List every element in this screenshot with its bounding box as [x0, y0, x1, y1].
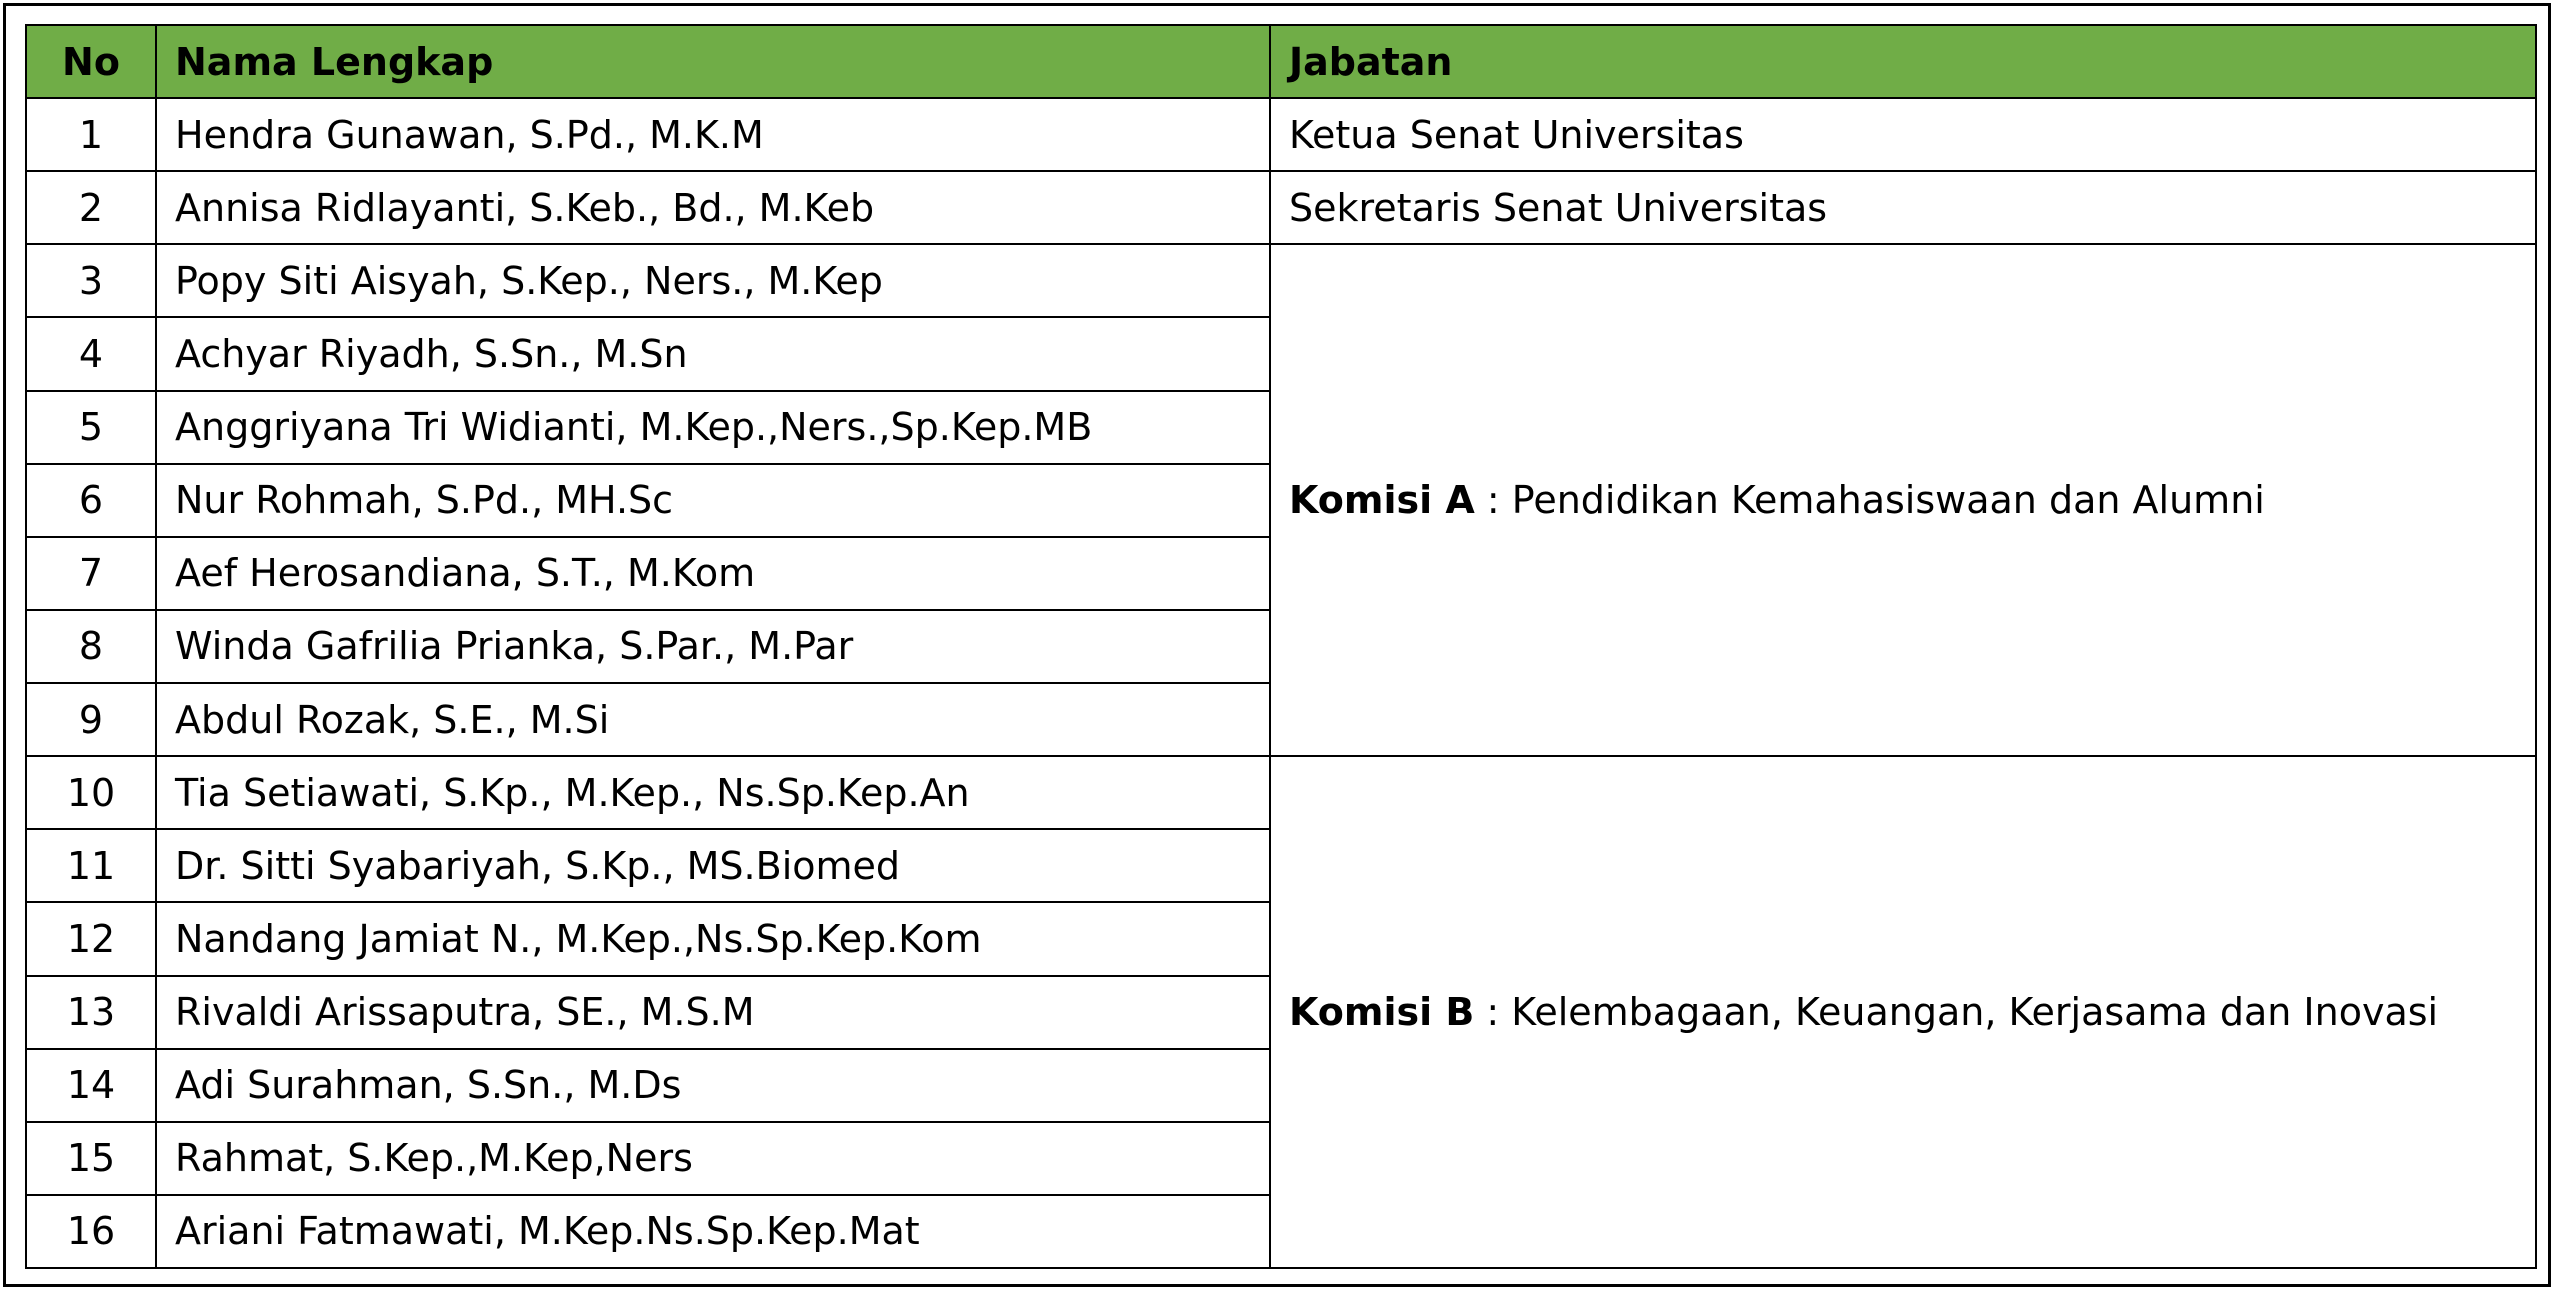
role-sekretaris: Sekretaris Senat Universitas — [1270, 171, 2536, 244]
role-komisi-b — [1270, 756, 2536, 1268]
row-number: 16 — [26, 1195, 156, 1268]
member-name: Abdul Rozak, S.E., M.Si — [156, 683, 1270, 756]
table-row — [26, 756, 2536, 829]
member-name: Dr. Sitti Syabariyah, S.Kp., MS.Biomed — [156, 829, 1270, 902]
row-number: 5 — [26, 391, 156, 464]
senat-members-table — [25, 24, 2537, 1269]
row-number: 4 — [26, 317, 156, 390]
member-name: Achyar Riyadh, S.Sn., M.Sn — [156, 317, 1270, 390]
row-number: 8 — [26, 610, 156, 683]
member-name: Annisa Ridlayanti, S.Keb., Bd., M.Keb — [156, 171, 1270, 244]
member-name: Aef Herosandiana, S.T., M.Kom — [156, 537, 1270, 610]
member-name: Hendra Gunawan, S.Pd., M.K.M — [156, 98, 1270, 171]
row-number: 15 — [26, 1122, 156, 1195]
row-number: 7 — [26, 537, 156, 610]
member-name: Adi Surahman, S.Sn., M.Ds — [156, 1049, 1270, 1122]
row-number: 1 — [26, 98, 156, 171]
member-name: Ariani Fatmawati, M.Kep.Ns.Sp.Kep.Mat — [156, 1195, 1270, 1268]
table-row — [26, 244, 2536, 317]
table-row — [26, 98, 2536, 171]
row-number: 12 — [26, 902, 156, 975]
role-komisi-a — [1270, 244, 2536, 756]
row-number: 10 — [26, 756, 156, 829]
member-name: Nur Rohmah, S.Pd., MH.Sc — [156, 464, 1270, 537]
row-number: 9 — [26, 683, 156, 756]
member-name: Rahmat, S.Kep.,M.Kep,Ners — [156, 1122, 1270, 1195]
header-name: Nama Lengkap — [156, 25, 1270, 98]
role-ketua: Ketua Senat Universitas — [1270, 98, 2536, 171]
row-number: 6 — [26, 464, 156, 537]
table-header-row — [26, 25, 2536, 98]
komisi-b-label: Komisi B — [1289, 990, 1475, 1035]
row-number: 14 — [26, 1049, 156, 1122]
table-row — [26, 171, 2536, 244]
member-name: Winda Gafrilia Prianka, S.Par., M.Par — [156, 610, 1270, 683]
header-no: No — [26, 25, 156, 98]
member-name: Rivaldi Arissaputra, SE., M.S.M — [156, 976, 1270, 1049]
row-number: 3 — [26, 244, 156, 317]
row-number: 13 — [26, 976, 156, 1049]
member-name: Tia Setiawati, S.Kp., M.Kep., Ns.Sp.Kep.An — [156, 756, 1270, 829]
row-number: 11 — [26, 829, 156, 902]
member-name: Nandang Jamiat N., M.Kep.,Ns.Sp.Kep.Kom — [156, 902, 1270, 975]
member-name: Popy Siti Aisyah, S.Kep., Ners., M.Kep — [156, 244, 1270, 317]
komisi-a-label: Komisi A — [1289, 478, 1475, 523]
header-role: Jabatan — [1270, 25, 2536, 98]
komisi-b-desc: : Kelembagaan, Keuangan, Kerjasama dan Inovasi — [1474, 990, 2439, 1035]
komisi-a-desc: : Pendidikan Kemahasiswaan dan Alumni — [1474, 478, 2265, 523]
row-number: 2 — [26, 171, 156, 244]
member-name: Anggriyana Tri Widianti, M.Kep.,Ners.,Sp.Kep.MB — [156, 391, 1270, 464]
